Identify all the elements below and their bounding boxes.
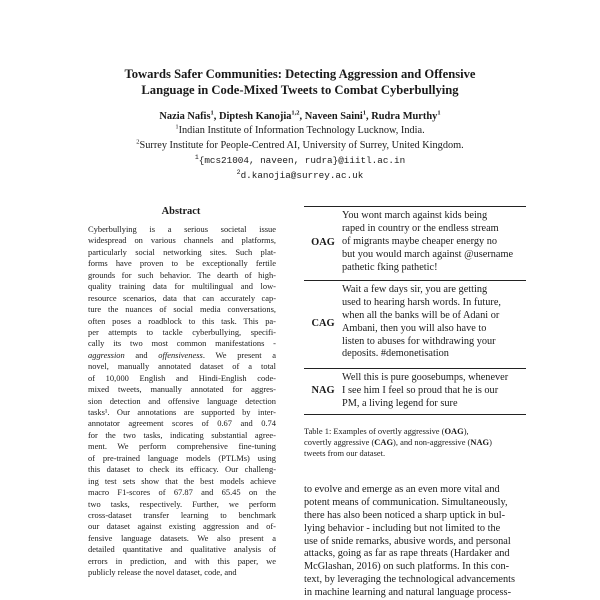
abstract-heading: Abstract [161, 206, 201, 217]
email-mark: 1 [194, 153, 199, 161]
body-line: attacks, going as far as rape threats (Hardaker and [304, 548, 510, 560]
affiliation-text: Surrey Institute for People-Centred AI, University of Surrey, United Kingdom. [139, 140, 464, 151]
abstract-line: annotator agreement scores of 0.67 and 0.74 [88, 418, 276, 429]
abstract-line: errors in prediction, and with this paper, we [88, 555, 276, 566]
tweet-line: listen to abuses for withdrawing your [342, 335, 496, 347]
tweet-line: PM, a living legend for sure [342, 397, 458, 409]
abstract-line: tasks¹. Our annotations are supported by inter- [88, 407, 276, 417]
abstract-line: ment. We perform comprehensive fine-tuning [88, 441, 276, 452]
caption-text: Table 1: Examples of overtly aggressive ( [304, 426, 445, 436]
abstract-line: cross-dataset transfer learning to benchmark [88, 509, 276, 520]
abstract-line: forms have proven to be exceptionally fertile [88, 258, 276, 269]
abstract-line: ture the nuances of social media conversations, [88, 304, 276, 315]
abstract-line: mixed tweets, manually annotated for aggres- [88, 384, 276, 395]
abstract-line: our dataset against existing aggression and of- [88, 521, 276, 532]
abstract-line: of 10,000 English and Hindi-English code- [88, 372, 276, 383]
table-row-text [342, 284, 526, 361]
abstract-line: resource scenarios, data that can accurately cap- [88, 292, 276, 303]
caption-text: covertly aggressive ( [304, 437, 375, 448]
tweet-line: raped in country or the endless stream [342, 222, 499, 234]
caption-text: ), [463, 426, 469, 436]
author-name: Diptesh Kanojia [218, 111, 292, 122]
abstract-line: often poses a roadblock to this task. This pa- [88, 315, 276, 326]
tweet-line: used to hearing harsh words. In future, [342, 296, 501, 308]
author-affiliation-mark: 1 [210, 109, 214, 117]
table-top-rule [304, 206, 526, 207]
table-bottom-rule [304, 414, 526, 415]
author-separator: , [213, 111, 219, 122]
abstract-line: two tasks, respectively. Further, we perform [88, 498, 276, 509]
author-name: Rudra Murthy [371, 111, 438, 122]
caption-line [304, 437, 526, 448]
table-caption [304, 426, 526, 460]
abstract-line: fensive language datasets. We also present a [88, 532, 276, 543]
abstract-line: particularly social networking sites. Such plat- [88, 246, 276, 257]
body-line: potent means of communication. Simultaneously, [304, 496, 508, 508]
email-line-1 [60, 154, 540, 167]
intro-body [304, 484, 526, 600]
author-separator: , [366, 111, 372, 122]
tweet-line: deposits. #demonetisation [342, 348, 449, 360]
table-row-text [342, 210, 526, 274]
body-line: use of snide remarks, abusive words, and personal [304, 535, 511, 547]
email-text: d.kanojia@surrey.ac.uk [240, 170, 364, 181]
email-line-2 [60, 169, 540, 182]
table-row-nag [304, 372, 526, 412]
title-line-2: Language in Code-Mixed Tweets to Combat Cyberbullying [141, 83, 459, 97]
tweet-line: I see him I feel so proud that he is our [342, 384, 499, 396]
abstract-line: detailed quantitative and qualitative analysis of [88, 544, 276, 555]
email-mark: 2 [236, 168, 241, 176]
abstract-line: quality training data for multilingual and low- [88, 281, 276, 292]
caption-term: OAG [444, 426, 464, 436]
email-text: {mcs21004, naveen, rudra}@iiitl.ac.in [198, 155, 406, 166]
author-affiliation-mark: 1 [362, 109, 367, 117]
abstract-line: Cyberbullying is a serious societal issue [88, 224, 276, 234]
author-name: Nazia Nafis [159, 111, 211, 122]
author-separator: , [299, 111, 305, 122]
abstract-line: this dataset to check its efficacy. Our challeng- [88, 464, 276, 475]
caption-line: tweets from our dataset. [304, 448, 386, 459]
body-line: text, by leveraging the technological advancements [304, 574, 516, 586]
abstract-line: novel, manually annotated dataset of a total [88, 361, 276, 372]
table-row-label: OAG [311, 237, 335, 248]
abstract-line: of pre-trained language models (PTLMs) using [88, 452, 276, 463]
abstract-line: publicly release the novel dataset, code, and [88, 567, 237, 578]
body-line: to evolve and emerge as an even more vital and [304, 484, 500, 495]
abstract-line: sion detection and offensive language detection [88, 395, 276, 406]
abstract-line: for the two tasks, indicating substantial agree- [88, 429, 276, 440]
tweet-line: Well this is pure goosebumps, whenever [342, 372, 509, 383]
abstract-term: aggression [88, 349, 125, 360]
tweet-line: You wont march against kids being [342, 210, 488, 221]
tweet-line: Wait a few days sir, you are getting [342, 284, 488, 295]
tweet-line: pathetic fking pathetic! [342, 261, 438, 273]
author-list [60, 110, 540, 123]
abstract-line: per attempts to tackle cyberbullying, specifi- [88, 326, 276, 337]
tweet-line: when all the banks will be of Adani or [342, 309, 500, 321]
tweet-line: but you would march against @username [342, 248, 514, 260]
abstract-term: offensiveness [158, 349, 203, 360]
affiliation-1 [60, 124, 540, 137]
paper-title [60, 66, 540, 98]
body-line: there has also been noticed a sharp uptick in bul- [304, 509, 506, 521]
author-name: Naveen Saini [304, 111, 363, 122]
abstract-line: macro F1-scores of 67.87 and 65.45 on the [88, 487, 276, 498]
abstract-line [88, 350, 276, 361]
body-line: lying behavior - including but not limited to the [304, 522, 501, 534]
body-line: McGlashan, 2016) on such platforms. In this con- [304, 561, 510, 573]
abstract-line: cally its two most common manifestations - [88, 338, 276, 349]
caption-term: NAG [470, 437, 490, 448]
affiliation-mark: 2 [136, 138, 140, 146]
abstract-line: ing test sets show that the best models achieve [88, 475, 276, 486]
table-row-oag [304, 210, 526, 276]
affiliation-text: Indian Institute of Information Technology Lucknow, India. [178, 125, 425, 136]
title-line-1: Towards Safer Communities: Detecting Aggression and Offensive [124, 67, 476, 81]
abstract-text: and [124, 349, 159, 360]
table-row-label: NAG [311, 385, 335, 396]
abstract-line: widespread on various channels and platforms, [88, 235, 276, 246]
caption-text: ), and non-aggressive ( [393, 437, 471, 448]
affiliation-mark: 1 [175, 123, 179, 131]
tweet-line: of migrants maybe cheaper energy no [342, 235, 498, 247]
table-row-label: CAG [311, 318, 335, 329]
caption-term: CAG [374, 437, 394, 448]
table-row-rule [304, 368, 526, 369]
author-affiliation-mark: 1 [437, 109, 441, 117]
abstract-text: . We present a [202, 349, 276, 360]
caption-line [304, 426, 526, 437]
table-row-rule [304, 280, 526, 281]
caption-text: ) [489, 437, 492, 448]
table-row-text [342, 372, 526, 411]
abstract-line: grounds for such behavior. The dearth of high- [88, 269, 276, 280]
tweet-line: Ambani, then you will also have to [342, 322, 487, 334]
body-line: in machine learning and natural language process- [304, 587, 511, 599]
abstract-body [88, 224, 276, 579]
affiliation-2 [60, 139, 540, 152]
table-row-cag [304, 284, 526, 364]
author-affiliation-mark: 1,2 [291, 109, 300, 117]
